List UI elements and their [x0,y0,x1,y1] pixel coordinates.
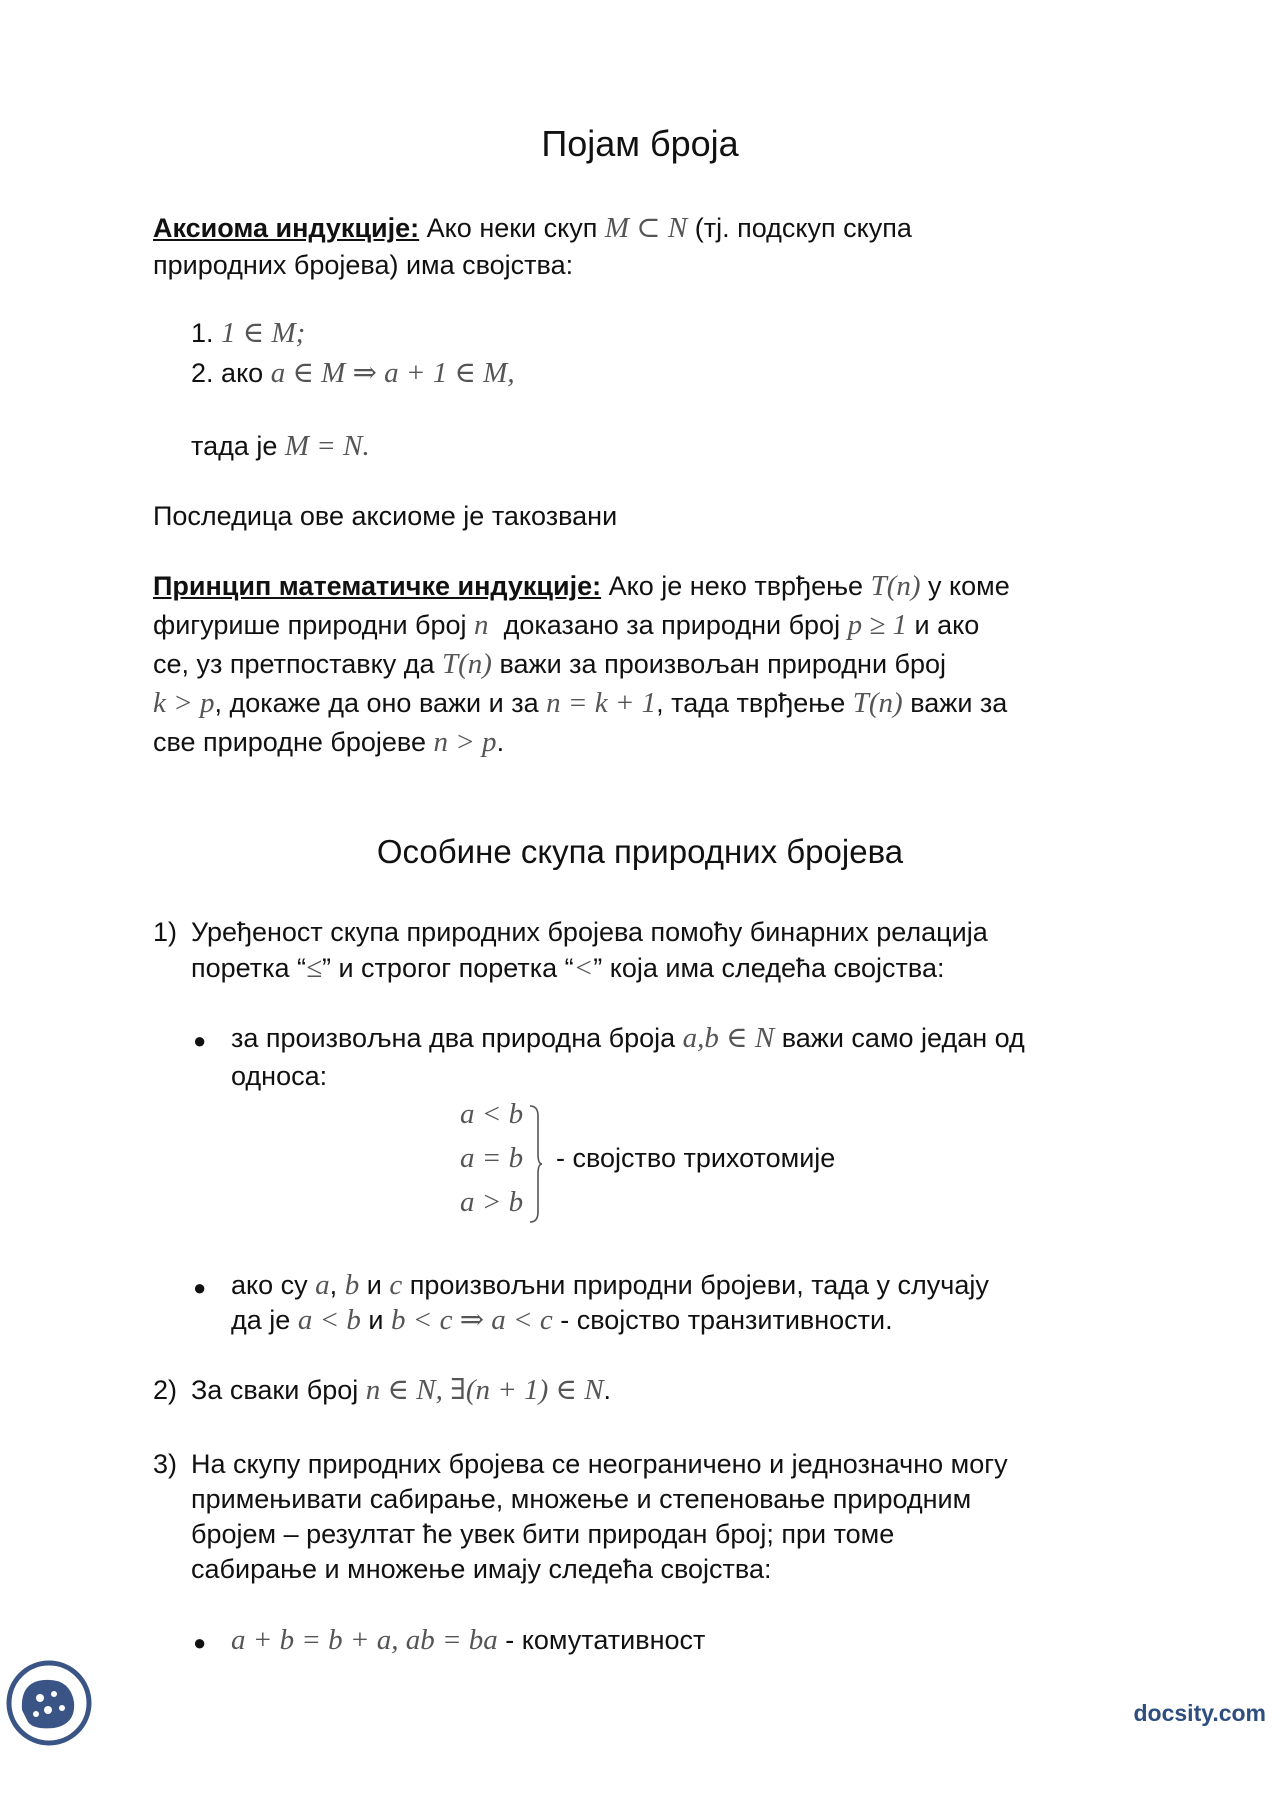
text: да је [231,1305,291,1335]
property-3-bullet-1 [231,1622,705,1658]
text: - својство транзитивности. [560,1305,893,1335]
math: ≤ [306,952,322,984]
bullet-icon: ● [193,1630,207,1655]
math: k > p [153,687,215,719]
math: a,b ∈ N [682,1022,775,1054]
property-3-number: 3) [153,1449,178,1479]
page-title: Појам броја [541,123,739,164]
math: n = k + 1 [546,687,657,719]
text: Ако је неко тврђење [608,571,864,601]
property-2-number: 2) [153,1375,178,1405]
property-3-line-2: примењивати сабирање, множење и степеновање природним [191,1484,972,1514]
text: фигурише природни број [153,610,467,640]
docsity-brand-link[interactable]: docsity.com [1133,1700,1266,1726]
math: T(n) [442,648,492,680]
math: c [389,1269,403,1301]
principle-line-2 [153,607,979,643]
text: ” и строгог поретка “ [321,953,574,983]
section-subtitle: Особине скупа природних бројева [376,833,904,870]
property-3-line-4: сабирање и множење имају следећа својства: [191,1554,772,1584]
text: , тада тврђење [656,688,846,718]
property-2-line [191,1372,611,1408]
text: , докаже да оно важи и за [214,688,539,718]
bullet-1-line-2: односа: [231,1061,328,1091]
axiom-line-2: природних бројева) има својства: [153,250,574,280]
principle-heading: Принцип математичке индукције: [153,571,602,601]
axiom-text: Ако неки скуп [426,213,598,243]
math: a + b = b + a, ab = ba [231,1624,498,1656]
bullet-icon: ● [193,1028,207,1053]
text: - комутативност [505,1625,706,1655]
text: произвољни природни бројеви, тада у случају [409,1270,989,1300]
math: n [474,609,489,641]
axiom-line-1 [153,210,912,246]
bullet-1-line-1 [231,1020,1025,1056]
property-1-line-1: Уређеност скупа природних бројева помоћу бинарних релација [191,917,988,947]
text: важи за [910,688,1008,718]
text: За сваки број [191,1375,359,1405]
axiom-item-2 [191,355,515,391]
bullet-2-line-1 [231,1267,989,1303]
trichotomy-label: - својство трихотомије [556,1143,836,1173]
bullet-icon: ● [193,1275,207,1300]
conclusion-text: тада је [191,431,278,461]
property-1-number: 1) [153,917,178,947]
principle-line-3 [153,646,946,682]
text: ако су [231,1270,308,1300]
axiom-tail: (тј. подскуп скупа [694,213,912,243]
text: важи за произвољан природни број [499,649,947,679]
property-3-line-1: На скупу природних бројева се неограничено и једнозначно могу [191,1449,1008,1479]
math: < [573,952,594,984]
text: , [329,1270,338,1300]
axiom-conclusion [191,428,370,464]
text: . [496,727,505,757]
text: за произвољна два природна броја [231,1023,676,1053]
property-3-line-3: бројем – резултат ће увек бити природан број; при томе [191,1519,895,1549]
text: све природне бројеве [153,727,426,757]
principle-line-5 [153,724,504,760]
principle-line-4 [153,685,1007,721]
text: важи само један од [781,1023,1025,1053]
right-brace-icon [528,1104,542,1224]
consequence-line: Последица ове аксиоме је такозвани [153,501,618,531]
property-1-line-2 [191,950,944,986]
item-math: 1 ∈ M; [221,317,306,349]
math: p ≥ 1 [847,609,908,641]
principle-line-1 [153,568,1010,604]
math: T(n) [870,570,921,602]
axiom-item-1 [191,315,305,351]
text: у коме [928,571,1010,601]
text: се, уз претпоставку да [153,649,435,679]
relation-less: a < b [460,1098,524,1130]
relation-greater: a > b [460,1186,524,1218]
math: a [315,1269,330,1301]
bullet-2-line-2 [231,1302,893,1338]
docsity-logo-icon[interactable] [4,1658,94,1748]
math: n ∈ N, ∃(n + 1) ∈ N [365,1374,604,1406]
item-number: 2. [191,358,214,388]
math: a < b [297,1304,361,1336]
math: b < c ⇒ a < c [391,1304,553,1336]
text: доказано за природни број [503,610,841,640]
conclusion-math: M = N. [284,430,370,462]
item-text: ако [221,358,264,388]
text: и ако [914,610,980,640]
text: ” која има следећа својства: [593,953,945,983]
text: и [366,1270,382,1300]
text: . [603,1375,612,1405]
text: и [368,1305,384,1335]
text: поретка “ [191,953,307,983]
relation-equal: a = b [460,1142,524,1174]
axiom-heading: Аксиома индукције: [153,213,420,243]
item-number: 1. [191,318,214,348]
math: b [344,1269,360,1301]
item-math: a ∈ M ⇒ a + 1 ∈ M, [270,357,515,389]
math: n > p [433,726,497,758]
axiom-math: M ⊂ N [604,212,688,244]
math: T(n) [852,687,903,719]
